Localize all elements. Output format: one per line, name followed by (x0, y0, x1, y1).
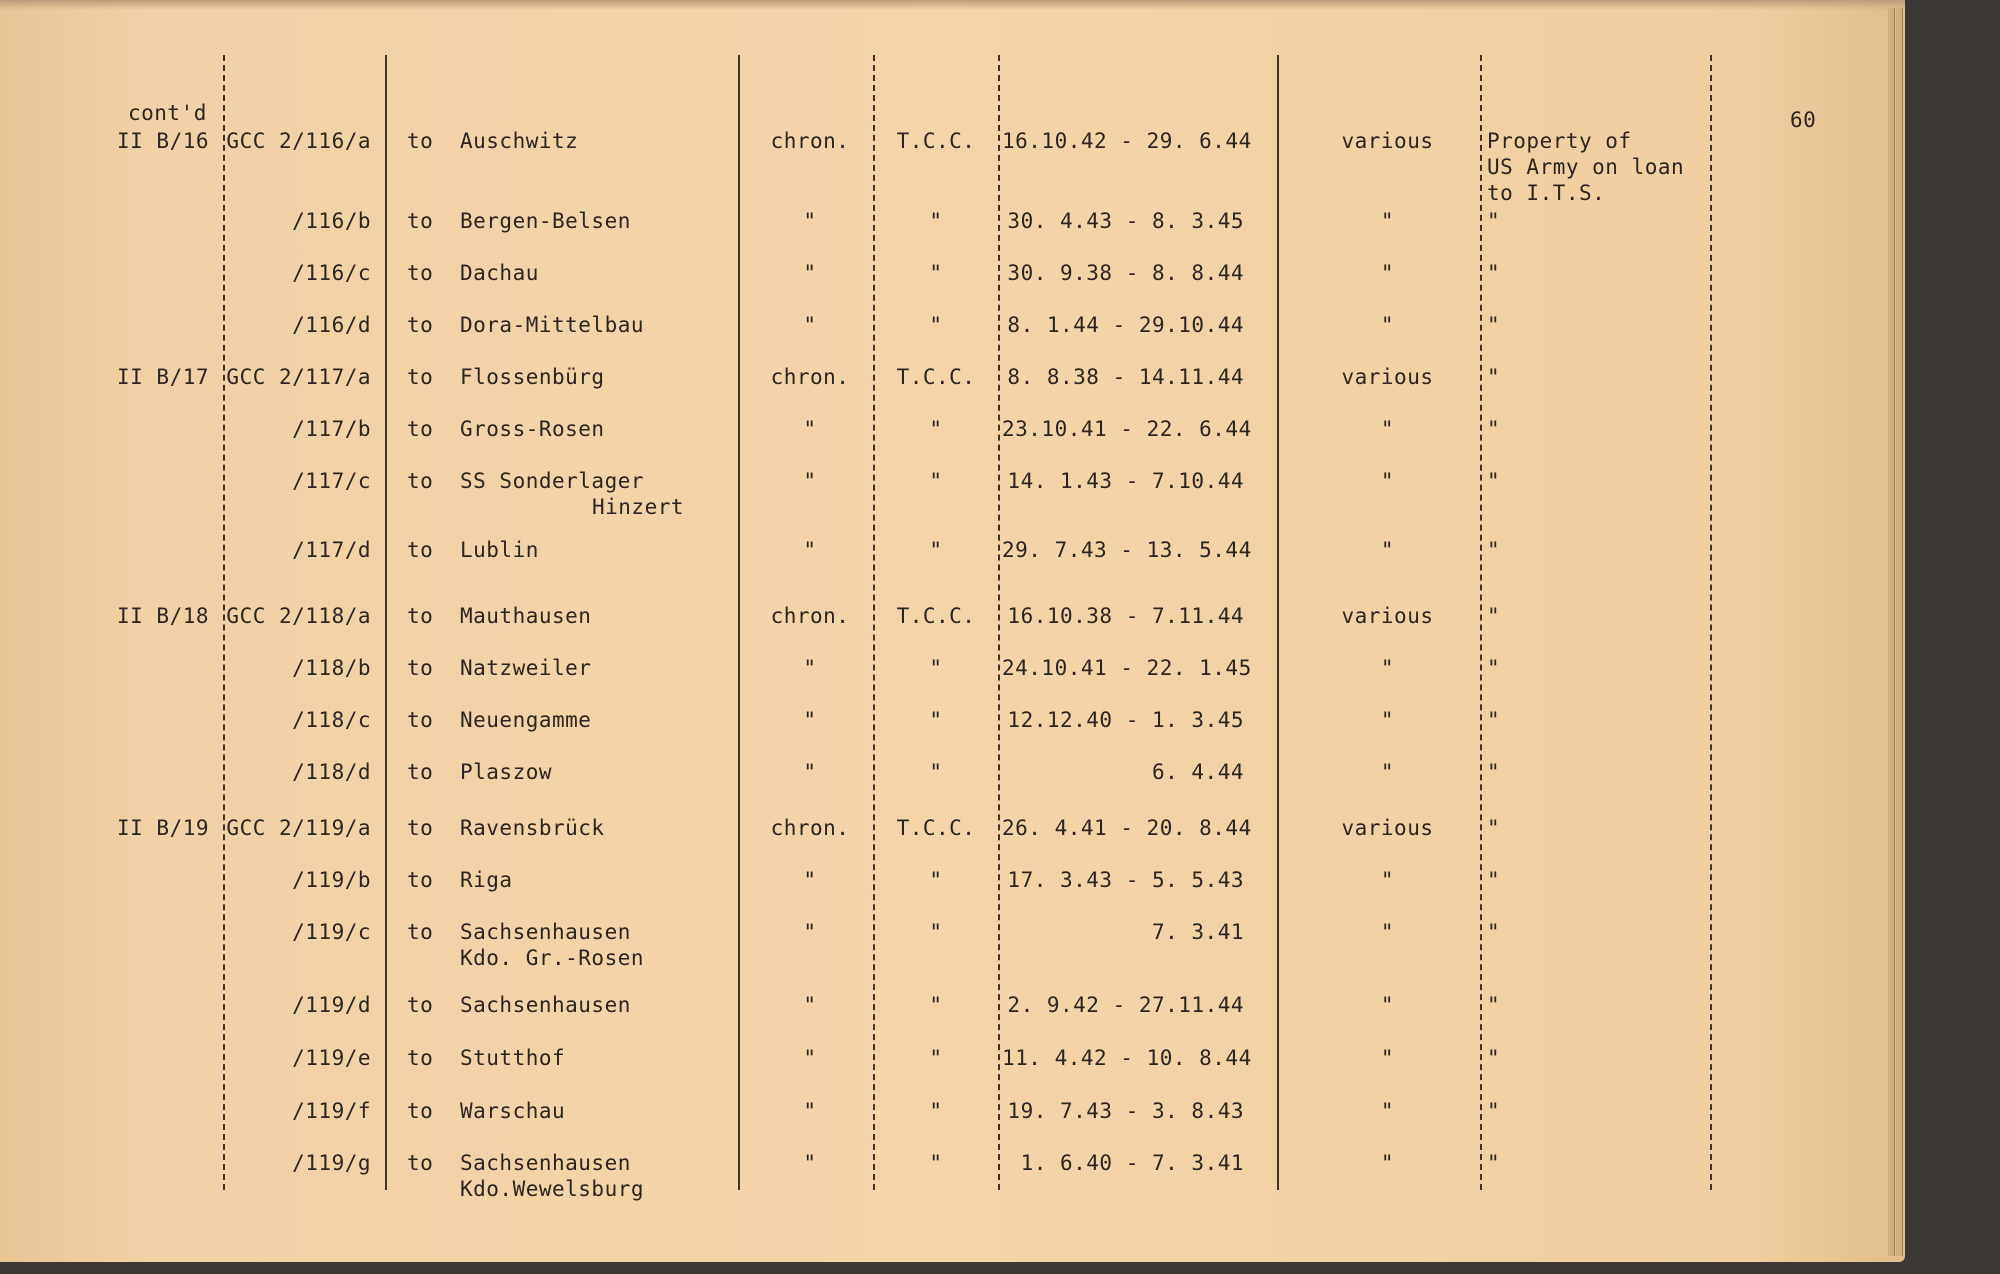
cell-kind: " (803, 868, 817, 892)
cell-place: Lublin (460, 538, 539, 562)
cell-code: /119/g (292, 1151, 371, 1175)
cell-property: " (1487, 816, 1501, 840)
cell-code: /119/f (292, 1099, 371, 1123)
cell-ref: " (929, 1046, 943, 1070)
cell-kind: chron. (770, 816, 850, 840)
cell-various: " (1380, 469, 1395, 493)
cell-code: GCC 2/118/a (226, 604, 371, 628)
cell-group: II B/18 (117, 604, 210, 628)
cell-dates: 23.10.41 - 22. 6.44 (1002, 417, 1252, 441)
cell-kind: " (803, 209, 817, 233)
cell-to: to (407, 920, 434, 944)
cell-property: " (1487, 920, 1501, 944)
cell-ref: " (929, 760, 943, 784)
cell-code: /118/c (292, 708, 371, 732)
cell-ref: " (929, 313, 943, 337)
cell-place: Plaszow (460, 760, 553, 784)
cell-dates: 12.12.40 - 1. 3.45 (1007, 708, 1244, 732)
cell-property: " (1487, 417, 1501, 441)
cell-to: to (407, 129, 434, 153)
cell-kind: " (803, 469, 817, 493)
cell-property: " (1487, 656, 1501, 680)
cell-code: /117/b (292, 417, 371, 441)
cell-property: " (1487, 313, 1501, 337)
cell-kind: chron. (770, 604, 850, 628)
column-rule (998, 55, 1000, 1190)
cell-kind: " (803, 538, 817, 562)
cell-various: " (1380, 1151, 1395, 1175)
cell-various: " (1380, 760, 1395, 784)
cell-dates: 16.10.38 - 7.11.44 (1007, 604, 1244, 628)
cell-ref: " (929, 209, 943, 233)
cell-ref: " (929, 417, 943, 441)
cell-dates: 7. 3.41 (1151, 920, 1244, 944)
cell-place: SS Sonderlager (460, 469, 645, 493)
cell-code: GCC 2/119/a (226, 816, 371, 840)
cell-property: " (1487, 469, 1501, 493)
cell-various: various (1341, 129, 1434, 153)
cell-to: to (407, 993, 434, 1017)
cell-dates: 30. 9.38 - 8. 8.44 (1007, 261, 1244, 285)
cell-various: " (1380, 708, 1395, 732)
cell-dates: 6. 4.44 (1151, 760, 1244, 784)
cell-place: Sachsenhausen (460, 920, 631, 944)
cell-various: various (1341, 816, 1434, 840)
cell-kind: " (803, 993, 817, 1017)
cell-code: /118/d (292, 760, 371, 784)
cell-to: to (407, 1151, 434, 1175)
cell-code: /117/c (292, 469, 371, 493)
cell-kind: chron. (770, 129, 850, 153)
column-rule (385, 55, 387, 1190)
cell-property: " (1487, 993, 1501, 1017)
cell-dates: 8. 8.38 - 14.11.44 (1007, 365, 1244, 389)
cell-property: " (1487, 538, 1501, 562)
cell-dates: 14. 1.43 - 7.10.44 (1007, 469, 1244, 493)
cell-ref: " (929, 1099, 943, 1123)
cell-various: " (1380, 209, 1395, 233)
cell-various: various (1341, 604, 1434, 628)
cell-various: " (1380, 656, 1395, 680)
cell-to: to (407, 868, 434, 892)
page-number: 60 (1790, 108, 1817, 132)
cell-ref: " (929, 920, 943, 944)
cell-group: II B/16 (117, 129, 210, 153)
cell-property: " (1487, 1046, 1501, 1070)
cell-group: II B/19 (117, 816, 210, 840)
cell-place: Auschwitz (460, 129, 579, 153)
cell-to: to (407, 538, 434, 562)
cell-code: /119/e (292, 1046, 371, 1070)
cell-to: to (407, 708, 434, 732)
cell-property: " (1487, 1099, 1501, 1123)
cell-ref: " (929, 868, 943, 892)
cell-ref: T.C.C. (896, 816, 976, 840)
cell-kind: " (803, 1151, 817, 1175)
column-rule (1710, 55, 1712, 1190)
cell-place: Dachau (460, 261, 539, 285)
cell-place: Stutthof (460, 1046, 566, 1070)
cell-dates: 11. 4.42 - 10. 8.44 (1002, 1046, 1252, 1070)
cell-to: to (407, 209, 434, 233)
cell-place: Sachsenhausen (460, 1151, 631, 1175)
cell-code: GCC 2/117/a (226, 365, 371, 389)
cell-various: " (1380, 868, 1395, 892)
cell-place: Mauthausen (460, 604, 592, 628)
cell-dates: 2. 9.42 - 27.11.44 (1007, 993, 1244, 1017)
cell-kind: " (803, 261, 817, 285)
cell-to: to (407, 656, 434, 680)
cell-dates: 17. 3.43 - 5. 5.43 (1007, 868, 1244, 892)
cell-property: " (1487, 261, 1501, 285)
cell-to: to (407, 261, 434, 285)
cell-kind: " (803, 708, 817, 732)
cell-property: " (1487, 365, 1501, 389)
cell-place: Dora-Mittelbau (460, 313, 645, 337)
cell-code: /116/b (292, 209, 371, 233)
cell-various: various (1341, 365, 1434, 389)
cell-to: to (407, 365, 434, 389)
cell-place-line2: Hinzert (592, 495, 685, 519)
cell-dates: 8. 1.44 - 29.10.44 (1007, 313, 1244, 337)
cell-property: " (1487, 708, 1501, 732)
cell-place: Warschau (460, 1099, 566, 1123)
column-rule (738, 55, 740, 1190)
cell-dates: 29. 7.43 - 13. 5.44 (1002, 538, 1252, 562)
cell-property-line2: US Army on loan (1487, 155, 1685, 179)
cell-ref: " (929, 656, 943, 680)
cell-to: to (407, 816, 434, 840)
cell-code: /117/d (292, 538, 371, 562)
cell-kind: " (803, 313, 817, 337)
cell-various: " (1380, 920, 1395, 944)
cell-dates: 19. 7.43 - 3. 8.43 (1007, 1099, 1244, 1123)
cell-place: Gross-Rosen (460, 417, 605, 441)
cell-kind: chron. (770, 365, 850, 389)
cell-code: /116/c (292, 261, 371, 285)
cell-property: " (1487, 604, 1501, 628)
cell-kind: " (803, 656, 817, 680)
cell-property: " (1487, 760, 1501, 784)
cell-various: " (1380, 261, 1395, 285)
cell-to: to (407, 313, 434, 337)
cell-place-line2: Kdo. Gr.-Rosen (460, 946, 645, 970)
cell-kind: " (803, 760, 817, 784)
cell-ref: " (929, 261, 943, 285)
cell-ref: T.C.C. (896, 604, 976, 628)
cell-dates: 24.10.41 - 22. 1.45 (1002, 656, 1252, 680)
cell-place-line2: Kdo.Wewelsburg (460, 1177, 645, 1201)
cell-various: " (1380, 1099, 1395, 1123)
cell-code: /118/b (292, 656, 371, 680)
cell-dates: 16.10.42 - 29. 6.44 (1002, 129, 1252, 153)
cell-place: Sachsenhausen (460, 993, 631, 1017)
cell-property: " (1487, 868, 1501, 892)
cell-place: Riga (460, 868, 513, 892)
cell-to: to (407, 1099, 434, 1123)
cell-place: Neuengamme (460, 708, 592, 732)
cell-code: /119/d (292, 993, 371, 1017)
cell-place: Bergen-Belsen (460, 209, 631, 233)
cell-various: " (1380, 313, 1395, 337)
cell-ref: T.C.C. (896, 365, 976, 389)
cell-place: Flossenbürg (460, 365, 605, 389)
cell-property: Property of (1487, 129, 1632, 153)
cell-various: " (1380, 993, 1395, 1017)
column-rule (873, 55, 875, 1190)
cell-various: " (1380, 1046, 1395, 1070)
cell-dates: 1. 6.40 - 7. 3.41 (1020, 1151, 1244, 1175)
page-edge (1896, 8, 1903, 1256)
cell-to: to (407, 604, 434, 628)
cell-to: to (407, 469, 434, 493)
cell-ref: " (929, 538, 943, 562)
cell-group: II B/17 (117, 365, 210, 389)
cell-property: " (1487, 1151, 1501, 1175)
cell-place: Ravensbrück (460, 816, 605, 840)
cell-ref: " (929, 1151, 943, 1175)
cell-ref: " (929, 708, 943, 732)
cell-dates: 30. 4.43 - 8. 3.45 (1007, 209, 1244, 233)
cell-to: to (407, 1046, 434, 1070)
cell-ref: " (929, 469, 943, 493)
cell-property-line3: to I.T.S. (1487, 181, 1606, 205)
cell-code: /119/c (292, 920, 371, 944)
cell-code: /116/d (292, 313, 371, 337)
column-rule (1480, 55, 1482, 1190)
continued-label: cont'd (128, 101, 207, 125)
cell-to: to (407, 760, 434, 784)
cell-kind: " (803, 1099, 817, 1123)
cell-to: to (407, 417, 434, 441)
page-edge (1888, 8, 1895, 1256)
cell-kind: " (803, 417, 817, 441)
cell-ref: T.C.C. (896, 129, 976, 153)
cell-dates: 26. 4.41 - 20. 8.44 (1002, 816, 1252, 840)
cell-kind: " (803, 1046, 817, 1070)
cell-code: GCC 2/116/a (226, 129, 371, 153)
cell-code: /119/b (292, 868, 371, 892)
cell-property: " (1487, 209, 1501, 233)
column-rule (1277, 55, 1279, 1190)
cell-various: " (1380, 417, 1395, 441)
cell-various: " (1380, 538, 1395, 562)
cell-kind: " (803, 920, 817, 944)
cell-place: Natzweiler (460, 656, 592, 680)
cell-ref: " (929, 993, 943, 1017)
